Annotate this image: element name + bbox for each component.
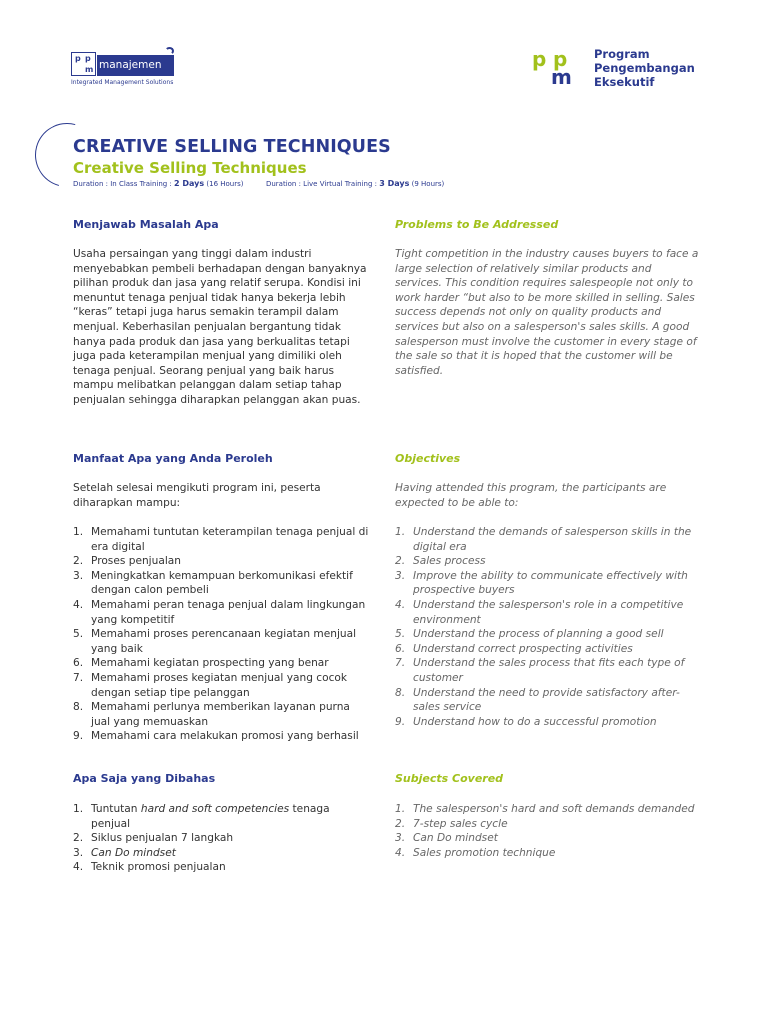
list-item: 9. Memahami cara melakukan promosi yang berhasil	[73, 730, 359, 743]
heading-problem-id: Menjawab Masalah Apa	[73, 218, 219, 231]
page-subtitle: Creative Selling Techniques	[73, 159, 307, 177]
problem-text-en: Tight competition in the industry causes buyers to face a large selection of relatively similar products and services. This condition requires salespeople not only to work harder “but also to be more skilled in selling. Sales success depends not only on quality products and services but also on a salesperson's sales skills. A good salesperson must involve the customer in every stage of the sale so that it is hoped that the customer will be satisfied.	[395, 248, 699, 377]
logo-letter: p	[75, 54, 81, 63]
logo-hook-icon	[165, 47, 174, 55]
list-item: 8. Understand the need to provide satisfactory after-sales service	[395, 686, 680, 714]
objectives-list-en	[395, 525, 700, 729]
list-item: 4. Teknik promosi penjualan	[73, 861, 226, 874]
list-item: 6. Memahami kegiatan prospecting yang benar	[73, 657, 329, 670]
list-item: 2. 7-step sales cycle	[395, 817, 508, 830]
problem-text-id: Usaha persaingan yang tinggi dalam industri menyebabkan pembeli berhadapan dengan banyaknya pilihan produk dan jasa yang relatif serupa. Kondisi ini menuntut tenaga penjual tidak hanya bekerja lebih “keras” tetapi juga harus semakin terampil dalam menjual. Keberhasilan penjualan bergantung tidak hanya pada produk dan jasa yang berkualitas tetapi juga pada keterampilan menjual yang dimiliki oleh tenaga penjual. Seorang penjual yang baik harus mampu melibatkan pelanggan dalam setiap tahap penjualan sehingga diharapkan pelanggan akan puas.	[73, 248, 367, 406]
list-item: 4. Understand the salesperson's role in a competitive environment	[395, 598, 684, 626]
logo-program-text	[594, 47, 695, 89]
logo-line: Program	[594, 47, 650, 61]
list-item: 6. Understand correct prospecting activities	[395, 642, 633, 655]
ppm-letters-icon	[532, 47, 578, 91]
logo-line: Pengembangan	[594, 61, 695, 75]
logo-tagline: Integrated Management Solutions	[71, 79, 174, 86]
virtual-label: Duration : Live Virtual Training :	[265, 180, 378, 188]
logo-letter: p	[532, 47, 547, 71]
in-class-label: Duration : In Class Training :	[73, 180, 172, 188]
page-title: CREATIVE SELLING TECHNIQUES	[73, 137, 391, 157]
list-item: 3. Can Do mindset	[73, 846, 176, 859]
heading-subjects-id: Apa Saja yang Dibahas	[73, 772, 216, 785]
list-item: 4. Memahami peran tenaga penjual dalam lingkungan yang kompetitif	[73, 598, 366, 626]
logo-line: Eksekutif	[594, 75, 655, 89]
objectives-list-id	[73, 525, 371, 744]
list-item: 3. Improve the ability to communicate effectively with prospective buyers	[395, 569, 688, 597]
list-item: 5. Understand the process of planning a good sell	[395, 628, 664, 641]
list-item: 7. Understand the sales process that fits each type of customer	[395, 657, 685, 684]
ppm-program-logo	[532, 47, 712, 93]
list-item: 3. Meningkatkan kemampuan berkomunikasi efektif dengan calon pembeli	[73, 569, 353, 597]
heading-objectives-en: Objectives	[395, 452, 461, 465]
list-item: 7. Memahami proses kegiatan menjual yang cocok dengan setiap tipe pelanggan	[73, 671, 348, 699]
subjects-list-en	[395, 802, 700, 860]
logo-letter: m	[551, 65, 572, 89]
list-item: 5. Memahami proses perencanaan kegiatan menjual yang baik	[73, 628, 357, 655]
heading-objectives-id: Manfaat Apa yang Anda Peroleh	[73, 452, 273, 465]
list-item: 4. Sales promotion technique	[395, 846, 556, 859]
list-item: 1. Memahami tuntutan keterampilan tenaga penjual di era digital	[73, 526, 369, 553]
ppm-manajemen-logo	[71, 52, 181, 90]
logo-letter: p	[85, 54, 91, 63]
logo-letter: m	[85, 65, 94, 74]
objectives-intro-en: Having attended this program, the participants are expected to be able to:	[395, 482, 667, 509]
logo-letter: p	[553, 47, 568, 71]
duration-info	[73, 179, 444, 188]
list-item: 1. The salesperson's hard and soft demands demanded	[395, 803, 695, 815]
in-class-days: 2 Days	[174, 179, 205, 188]
list-item: 8. Memahami perlunya memberikan layanan purna jual yang memuaskan	[73, 701, 350, 728]
logo-wordmark: manajemen	[97, 55, 174, 76]
subjects-list-id	[73, 802, 371, 875]
virtual-hours: (9 Hours)	[411, 180, 445, 188]
list-item: 2. Proses penjualan	[73, 555, 181, 568]
list-item: 1. Tuntutan hard and soft competencies tenaga penjual	[73, 803, 330, 830]
heading-subjects-en: Subjects Covered	[395, 772, 504, 785]
in-class-hours: (16 Hours)	[206, 180, 244, 188]
list-item: 2. Siklus penjualan 7 langkah	[73, 832, 234, 845]
list-item: 9. Understand how to do a successful promotion	[395, 715, 657, 728]
ppm-box-icon	[71, 52, 96, 76]
list-item: 3. Can Do mindset	[395, 832, 498, 845]
list-item: 2. Sales process	[395, 555, 486, 568]
heading-problem-en: Problems to Be Addressed	[395, 218, 559, 231]
objectives-intro-id: Setelah selesai mengikuti program ini, peserta diharapkan mampu:	[73, 482, 321, 509]
list-item: 1. Understand the demands of salesperson skills in the digital era	[395, 526, 692, 553]
virtual-days: 3 Days	[379, 179, 410, 188]
